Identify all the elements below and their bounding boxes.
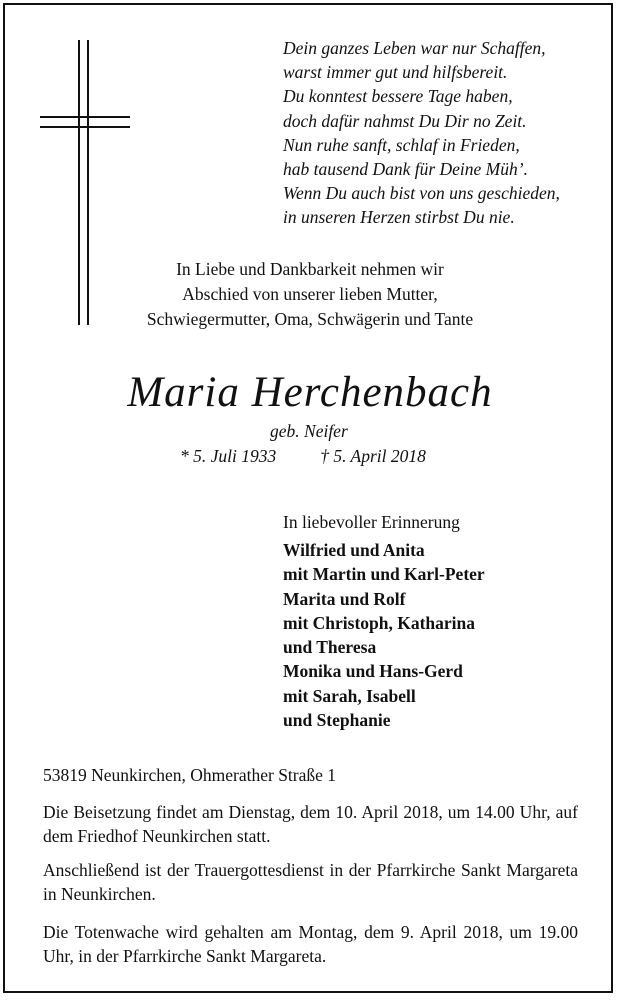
- memory-label: In liebevoller Erinnerung: [283, 512, 460, 532]
- family-line: mit Christoph, Katharina: [283, 612, 476, 633]
- burial-info: Die Beisetzung findet am Dienstag, dem 10. April 2018, um 14.00 Uhr, auf dem Friedhof Neunkirchen statt.: [43, 802, 578, 846]
- poem-line: Du konntest bessere Tage haben,: [283, 86, 513, 107]
- death-date: † 5. April 2018: [320, 446, 426, 466]
- life-dates: [180, 444, 426, 468]
- intro-line: Abschied von unserer lieben Mutter,: [182, 284, 438, 304]
- family-list: [283, 538, 485, 732]
- poem-line: hab tausend Dank für Deine Müh’.: [283, 159, 528, 180]
- birth-date: * 5. Juli 1933: [180, 446, 277, 466]
- family-line: Monika und Hans-Gerd: [283, 661, 463, 682]
- family-line: mit Sarah, Isabell: [283, 685, 416, 706]
- family-line: Marita und Rolf: [283, 588, 406, 609]
- family-line: und Theresa: [283, 637, 377, 658]
- wake-info: Die Totenwache wird gehalten am Montag, dem 9. April 2018, um 19.00 Uhr, in der Pfarrkirche Sankt Margareta.: [43, 922, 578, 966]
- poem-line: Dein ganzes Leben war nur Schaffen,: [283, 38, 546, 58]
- deceased-name: Maria Herchenbach: [127, 369, 493, 416]
- family-line: und Stephanie: [283, 710, 391, 731]
- poem-line: Wenn Du auch bist von uns geschieden,: [283, 183, 560, 204]
- poem-line: in unseren Herzen stirbst Du nie.: [283, 207, 515, 228]
- poem-line: warst immer gut und hilfsbereit.: [283, 62, 508, 83]
- poem: [283, 36, 560, 230]
- maiden-name: geb. Neifer: [270, 421, 348, 441]
- service-info: Anschließend ist der Trauergottesdienst in der Pfarrkirche Sankt Margareta in Neunkirchen.: [43, 860, 578, 904]
- address: 53819 Neunkirchen, Ohmerather Straße 1: [43, 765, 337, 785]
- poem-line: Nun ruhe sanft, schlaf in Frieden,: [283, 134, 520, 155]
- intro-line: In Liebe und Dankbarkeit nehmen wir: [176, 259, 444, 279]
- poem-line: doch dafür nahmst Du Dir no Zeit.: [283, 110, 527, 131]
- family-line: Wilfried und Anita: [283, 540, 425, 560]
- family-line: mit Martin und Karl-Peter: [283, 564, 485, 585]
- intro-text: [0, 257, 620, 332]
- intro-line: Schwiegermutter, Oma, Schwägerin und Tante: [146, 309, 474, 329]
